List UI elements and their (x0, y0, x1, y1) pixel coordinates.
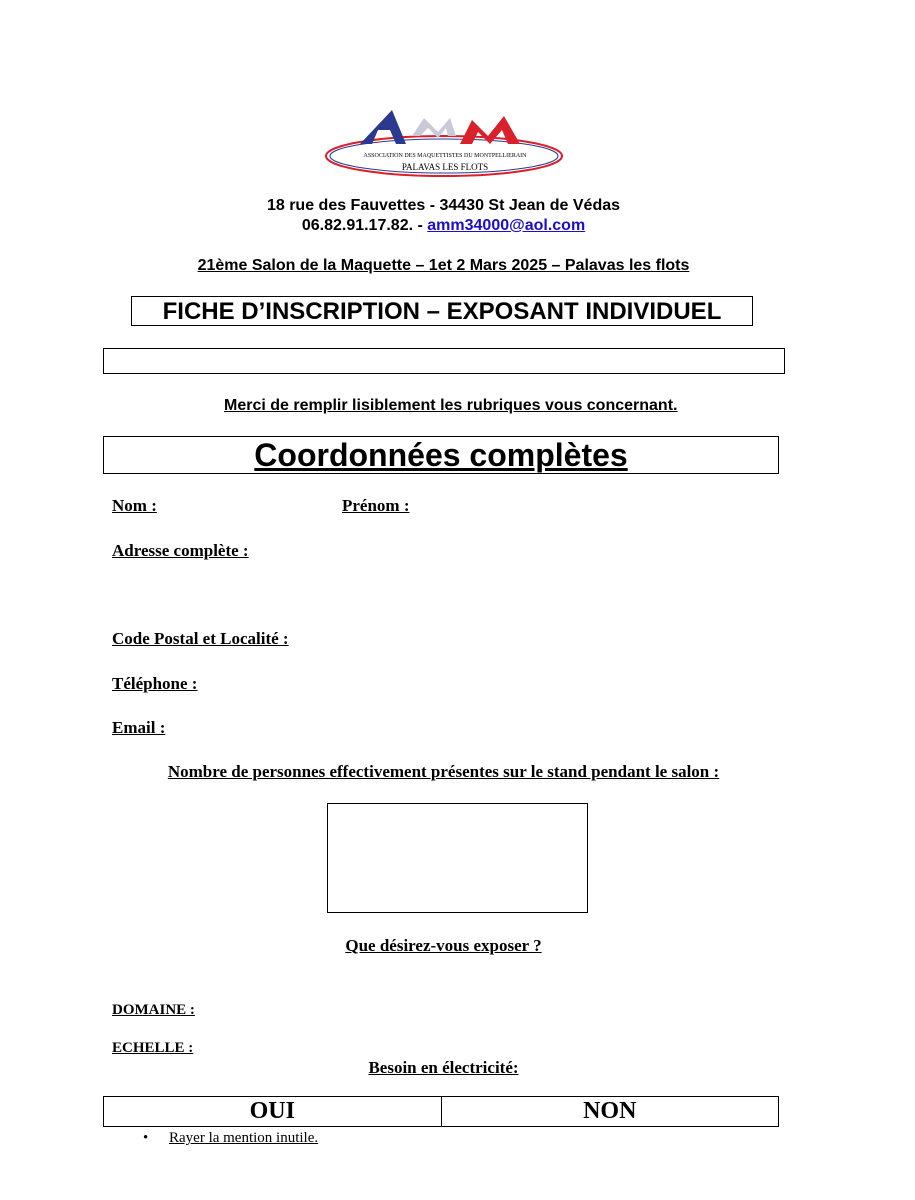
field-label-echelle: ECHELLE : (112, 1040, 194, 1056)
field-label-nom: Nom : (112, 496, 157, 515)
note-text: Rayer la mention inutile. (169, 1130, 319, 1146)
field-label-code-postal: Code Postal et Localité : (112, 629, 289, 648)
expose-question: Que désirez-vous exposer ? (345, 936, 542, 955)
form-title-text: FICHE D’INSCRIPTION – EXPOSANT INDIVIDUEL (162, 298, 722, 325)
field-label-email: Email : (112, 718, 166, 737)
field-label-prenom: Prénom : (342, 496, 410, 515)
logo-place-text: PALAVAS LES FLOTS (401, 162, 489, 172)
persons-count-box (327, 803, 588, 913)
note-item (143, 1129, 318, 1147)
section-title-text: Coordonnées complètes (254, 437, 628, 473)
header-address: 18 rue des Fauvettes - 34430 St Jean de Védas (266, 197, 621, 214)
form-title (131, 296, 753, 326)
electricity-options-table (103, 1096, 779, 1127)
header-contact (0, 216, 887, 236)
amm-logo (320, 96, 570, 186)
email-link[interactable]: amm34000@aol.com (427, 217, 586, 234)
bullet-icon: • (143, 1130, 149, 1146)
blank-field-box (103, 348, 785, 374)
logo-association-text: ASSOCIATION DES MAQUETTISTES DU MONTPELLIERAIN (363, 153, 527, 159)
field-label-domaine: DOMAINE : (112, 1002, 195, 1018)
field-label-adresse: Adresse complète : (112, 541, 249, 560)
option-non: NON (441, 1097, 779, 1126)
section-title (103, 436, 779, 474)
instruction-text: Merci de remplir lisiblement les rubriques vous concernant. (224, 397, 678, 414)
persons-question: Nombre de personnes effectivement présentes sur le stand pendant le salon : (167, 762, 720, 781)
header-phone: 06.82.91.17.82. - (301, 217, 423, 234)
field-label-telephone: Téléphone : (112, 674, 198, 693)
salon-title: 21ème Salon de la Maquette – 1et 2 Mars 2025 – Palavas les flots (197, 257, 690, 274)
option-oui: OUI (249, 1098, 295, 1124)
electricity-question: Besoin en électricité: (368, 1058, 519, 1077)
